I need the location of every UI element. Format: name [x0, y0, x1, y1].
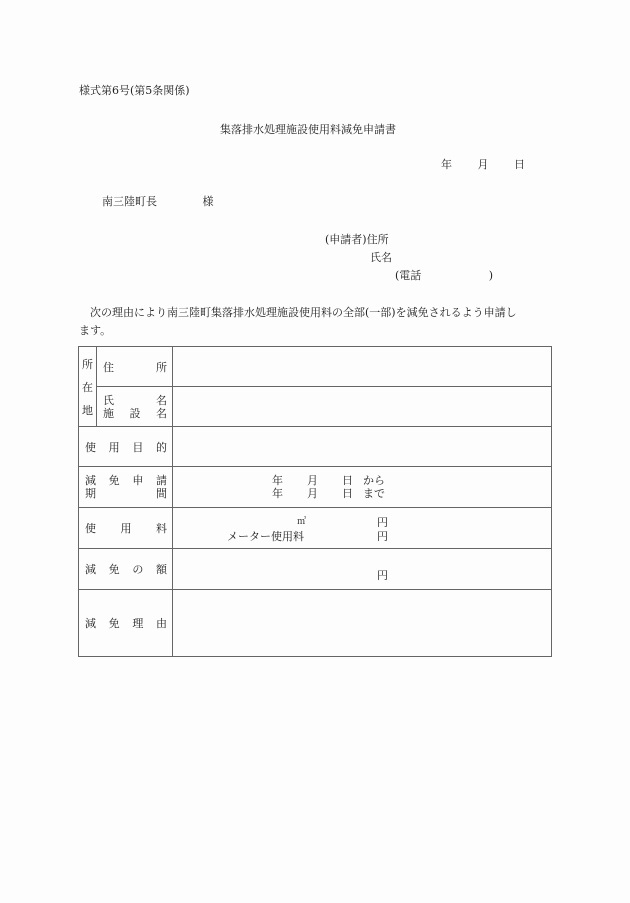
location-label: 所 在 地: [79, 347, 97, 427]
body-text-line2: ます。: [79, 324, 112, 337]
month-label: 月: [477, 158, 489, 171]
reason-field[interactable]: [173, 590, 552, 657]
name-facility-label: 氏 名 施 設 名: [97, 387, 173, 427]
addressee: [102, 193, 214, 209]
purpose-label: 使 用 目 的: [79, 427, 173, 467]
year-label: 年: [441, 158, 452, 171]
form-number: 様式第6号(第5条関係): [79, 84, 190, 97]
period-label: 減 免 申 請 期 間: [79, 467, 173, 508]
period-field[interactable]: 年 月 日 から 年 月 日 まで: [173, 467, 552, 508]
reason-label: 減 免 理 由: [79, 590, 173, 657]
name-facility-field[interactable]: [173, 387, 552, 427]
date-line: [441, 156, 525, 172]
address-field[interactable]: [173, 347, 552, 387]
fee-field[interactable]: ㎥ 円 メーター使用料 円: [173, 508, 552, 549]
day-label: 日: [514, 158, 525, 171]
address-label: 住 所: [97, 347, 173, 387]
body-text-line1: 次の理由により南三陸町集落排水処理施設使用料の全部(一部)を減免されるよう申請し: [90, 306, 517, 319]
applicant-address-label: (申請者)住所: [325, 233, 389, 246]
document-title: 集落排水処理施設使用料減免申請書: [220, 123, 396, 136]
applicant-phone: (電話 ): [395, 269, 494, 282]
fee-label: 使 用 料: [79, 508, 173, 549]
addressee-name: 南三陸町長: [102, 195, 157, 208]
exemption-amount-label: 減 免 の 額: [79, 549, 173, 590]
addressee-honorific: 様: [202, 195, 214, 208]
application-table: [78, 346, 552, 657]
purpose-field[interactable]: [173, 427, 552, 467]
applicant-name-label: 氏名: [370, 251, 392, 264]
exemption-amount-field[interactable]: 円: [173, 549, 552, 590]
